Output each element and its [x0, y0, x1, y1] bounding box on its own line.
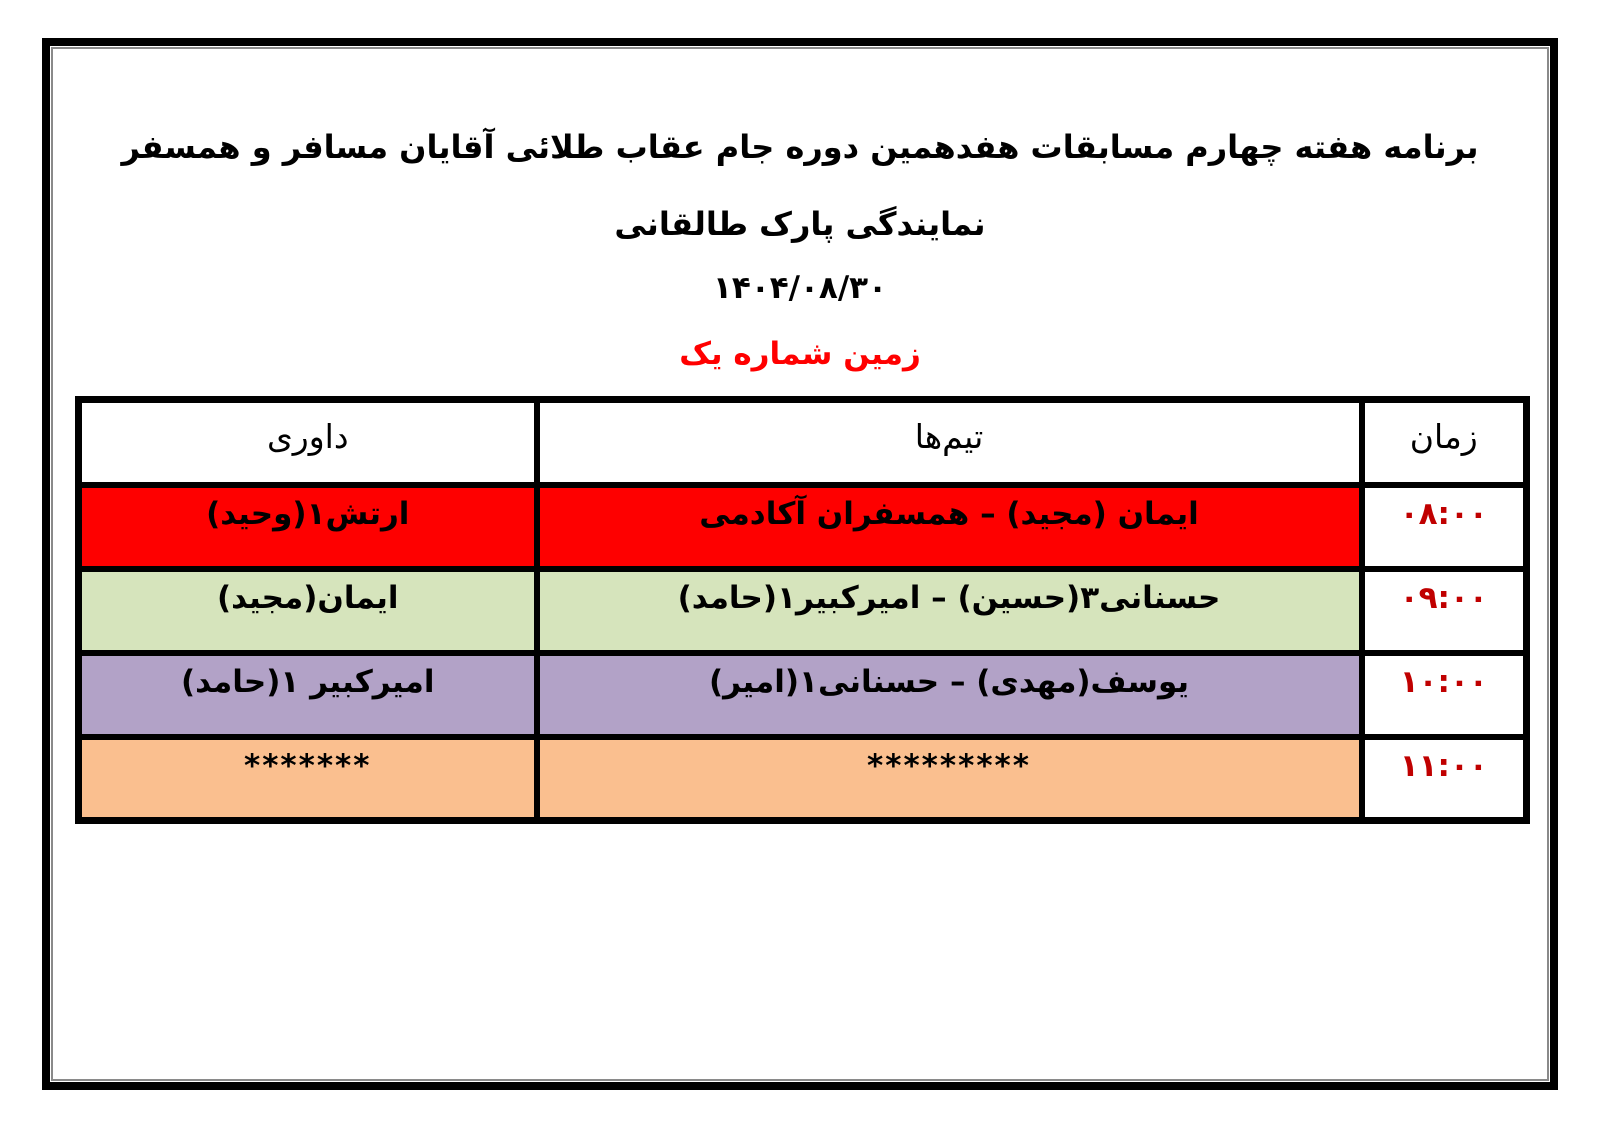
table-row	[79, 485, 1527, 569]
table-row	[79, 653, 1527, 737]
referee-cell: ایمان(مجید)	[79, 569, 537, 653]
time-cell: ۱۰:۰۰	[1362, 653, 1527, 737]
time-cell: ۱۱:۰۰	[1362, 737, 1527, 821]
time-cell: ۰۹:۰۰	[1362, 569, 1527, 653]
schedule-table	[75, 396, 1530, 824]
document-subtitle: نمایندگی پارک طالقانی	[614, 205, 986, 243]
table-row	[79, 737, 1527, 821]
table-row	[79, 569, 1527, 653]
teams-cell: یوسف(مهدی) – حسنانی۱(امیر)	[537, 653, 1362, 737]
column-header-teams: تیم‌ها	[537, 400, 1362, 485]
time-cell: ۰۸:۰۰	[1362, 485, 1527, 569]
teams-cell: حسنانی۳(حسین) – امیرکبیر۱(حامد)	[537, 569, 1362, 653]
table-header-row	[79, 400, 1527, 485]
column-header-referee: داوری	[79, 400, 537, 485]
referee-cell-empty: *******	[79, 737, 537, 821]
field-number-label: زمین شماره یک	[679, 336, 921, 372]
document-title: برنامه هفته چهارم مسابقات هفدهمین دوره جام عقاب طلائی آقایان مسافر و همسفر	[121, 128, 1479, 166]
document-date: ۱۴۰۴/۰۸/۳۰	[712, 270, 887, 306]
teams-cell: ایمان (مجید) – همسفران آکادمی	[537, 485, 1362, 569]
column-header-time: زمان	[1362, 400, 1527, 485]
referee-cell: امیرکبیر ۱(حامد)	[79, 653, 537, 737]
referee-cell: ارتش۱(وحید)	[79, 485, 537, 569]
teams-cell-empty: *********	[537, 737, 1362, 821]
